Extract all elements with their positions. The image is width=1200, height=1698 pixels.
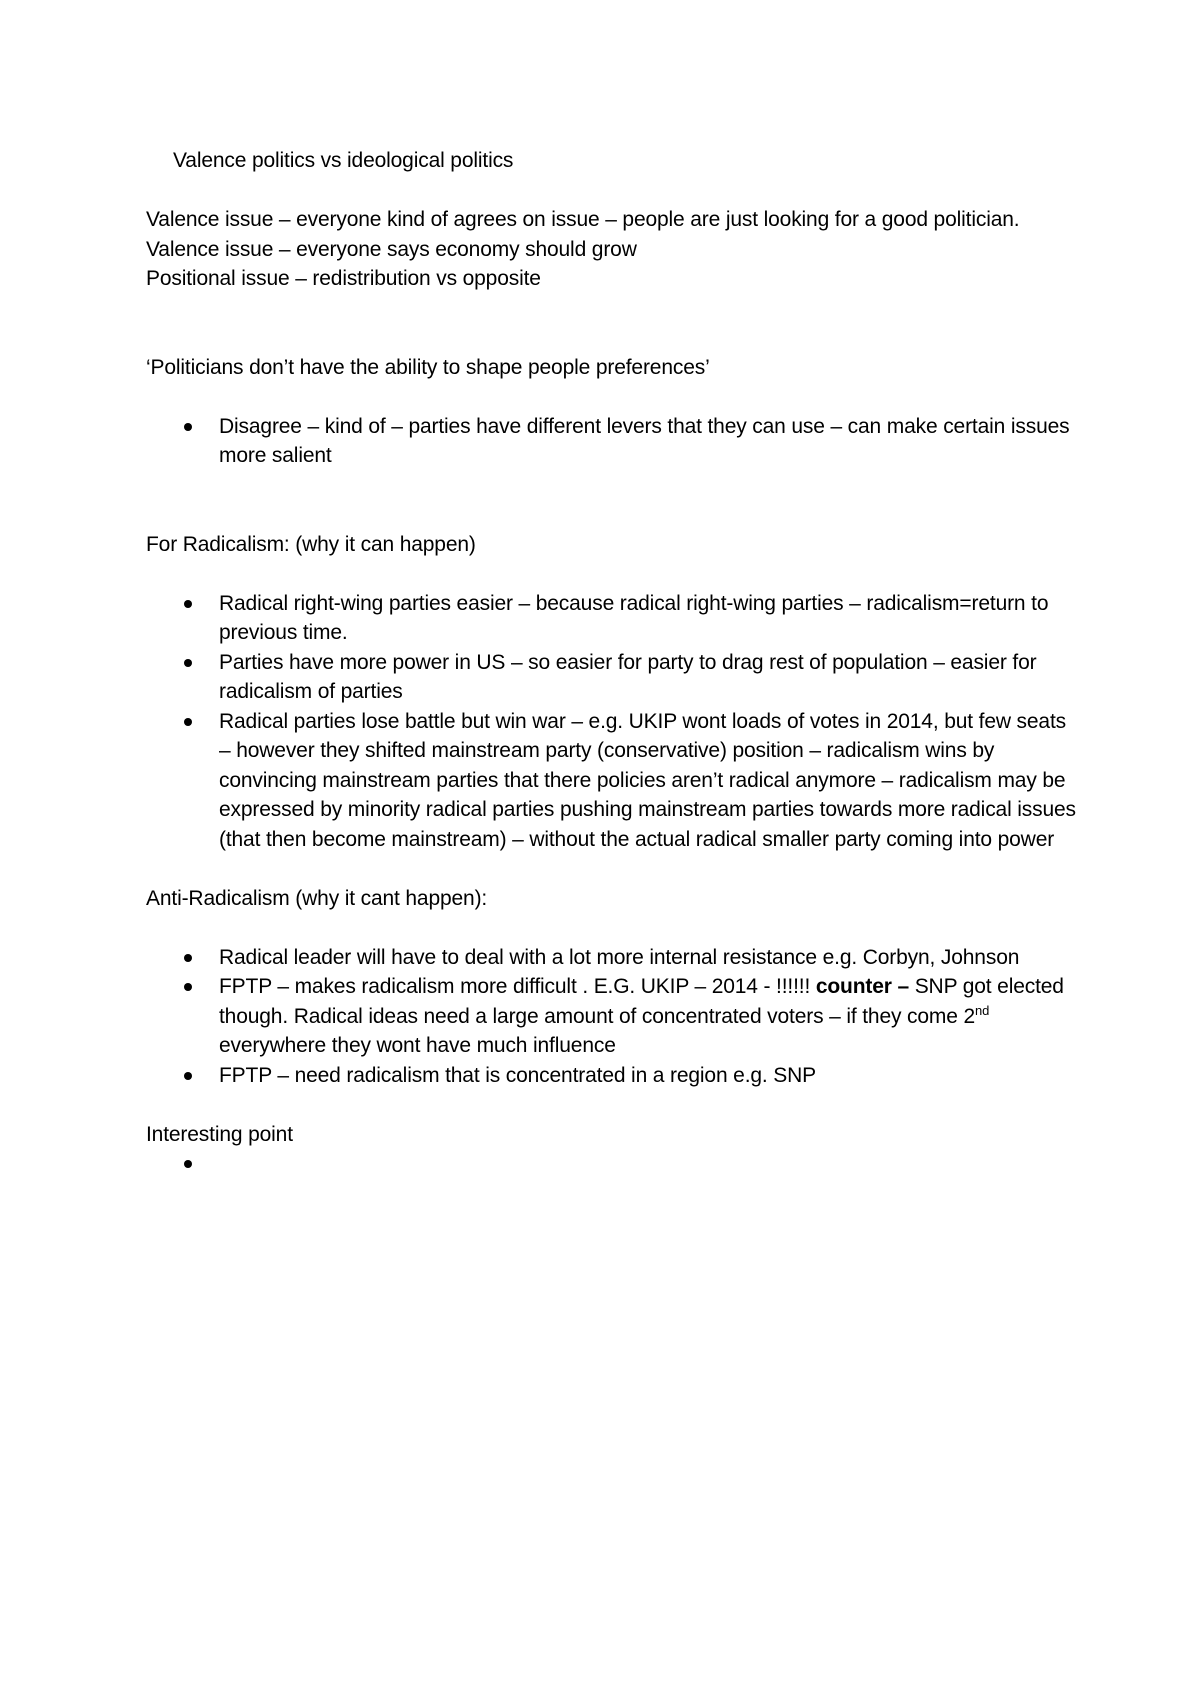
counter-emphasis: counter –: [815, 975, 910, 998]
list-item-text: Disagree – kind of – parties have different levers that they can use – can make certain issues more salient: [219, 414, 1070, 467]
list-item-text-part: SNP got elected though. Radical ideas need a large amount of concentrated voters – if they come 2: [219, 975, 1064, 1028]
list-item: [146, 972, 1076, 1061]
list-item-text: Radical right-wing parties easier – because radical right-wing parties – radicalism=return to previous time.: [219, 591, 1049, 644]
for-radicalism-heading: For Radicalism: (why it can happen): [146, 532, 476, 556]
intro-line-2: Valence issue – everyone says economy should grow: [146, 237, 637, 261]
list-item: [146, 943, 1076, 973]
bullet-icon: [184, 954, 192, 962]
spacer: [146, 382, 1076, 412]
list-item-text-part: FPTP – makes radicalism more difficult . E.G. UKIP – 2014 - !!!!!!: [219, 975, 816, 998]
spacer: [146, 1090, 1076, 1120]
list-item-text-part: everywhere they wont have much influence: [219, 1034, 616, 1057]
document-title: Valence politics vs ideological politics: [173, 149, 514, 172]
bullet-icon: [184, 1072, 192, 1080]
list-item: [146, 707, 1076, 855]
bullet-icon: [184, 600, 192, 608]
list-item-text: Radical leader will have to deal with a lot more internal resistance e.g. Corbyn, Johnson: [219, 945, 1020, 969]
bullet-icon: [184, 983, 192, 991]
list-item: [146, 412, 1076, 471]
list-item: [146, 1061, 1076, 1091]
list-item-text: FPTP – need radicalism that is concentrated in a region e.g. SNP: [219, 1063, 817, 1087]
spacer: [146, 294, 1076, 353]
list-item: [146, 589, 1076, 648]
list-item-text: Parties have more power in US – so easier for party to drag rest of population – easier for radicalism of parties: [219, 650, 1037, 703]
spacer: [146, 913, 1076, 943]
anti-radicalism-heading: Anti-Radicalism (why it cant happen):: [146, 886, 488, 910]
interesting-point-heading: Interesting point: [146, 1122, 293, 1146]
bullet-icon: [184, 718, 192, 726]
ordinal-superscript: nd: [975, 1002, 990, 1018]
for-radicalism-list: [146, 589, 1076, 855]
bullet-icon: [184, 1160, 192, 1168]
spacer: [146, 854, 1076, 884]
bullet-icon: [184, 659, 192, 667]
interesting-point-list: [146, 1149, 1076, 1179]
intro-line-3: Positional issue – redistribution vs opposite: [146, 267, 541, 290]
spacer: [146, 471, 1076, 530]
intro-line-1: Valence issue – everyone kind of agrees on issue – people are just looking for a good politician.: [146, 208, 1020, 231]
quote-heading: ‘Politicians don’t have the ability to shape people preferences’: [146, 355, 710, 379]
list-item-text: Radical parties lose battle but win war – e.g. UKIP wont loads of votes in 2014, but few seats – however they shifted mainstream party (conservative) position – radicalism wins by convincing mainstream parties that there policies aren’t radical anymore – radicalism may be expressed by minority radical parties pushing mainstream parties towards more radical issues (that then become mainstream) – without the actual radical smaller party coming into power: [219, 709, 1076, 851]
list-item: [146, 1149, 1076, 1179]
document-body: [146, 146, 1076, 1179]
spacer: [146, 559, 1076, 589]
bullet-icon: [184, 423, 192, 431]
list-item: [146, 648, 1076, 707]
quote-bullet-list: [146, 412, 1076, 471]
anti-radicalism-list: [146, 943, 1076, 1091]
